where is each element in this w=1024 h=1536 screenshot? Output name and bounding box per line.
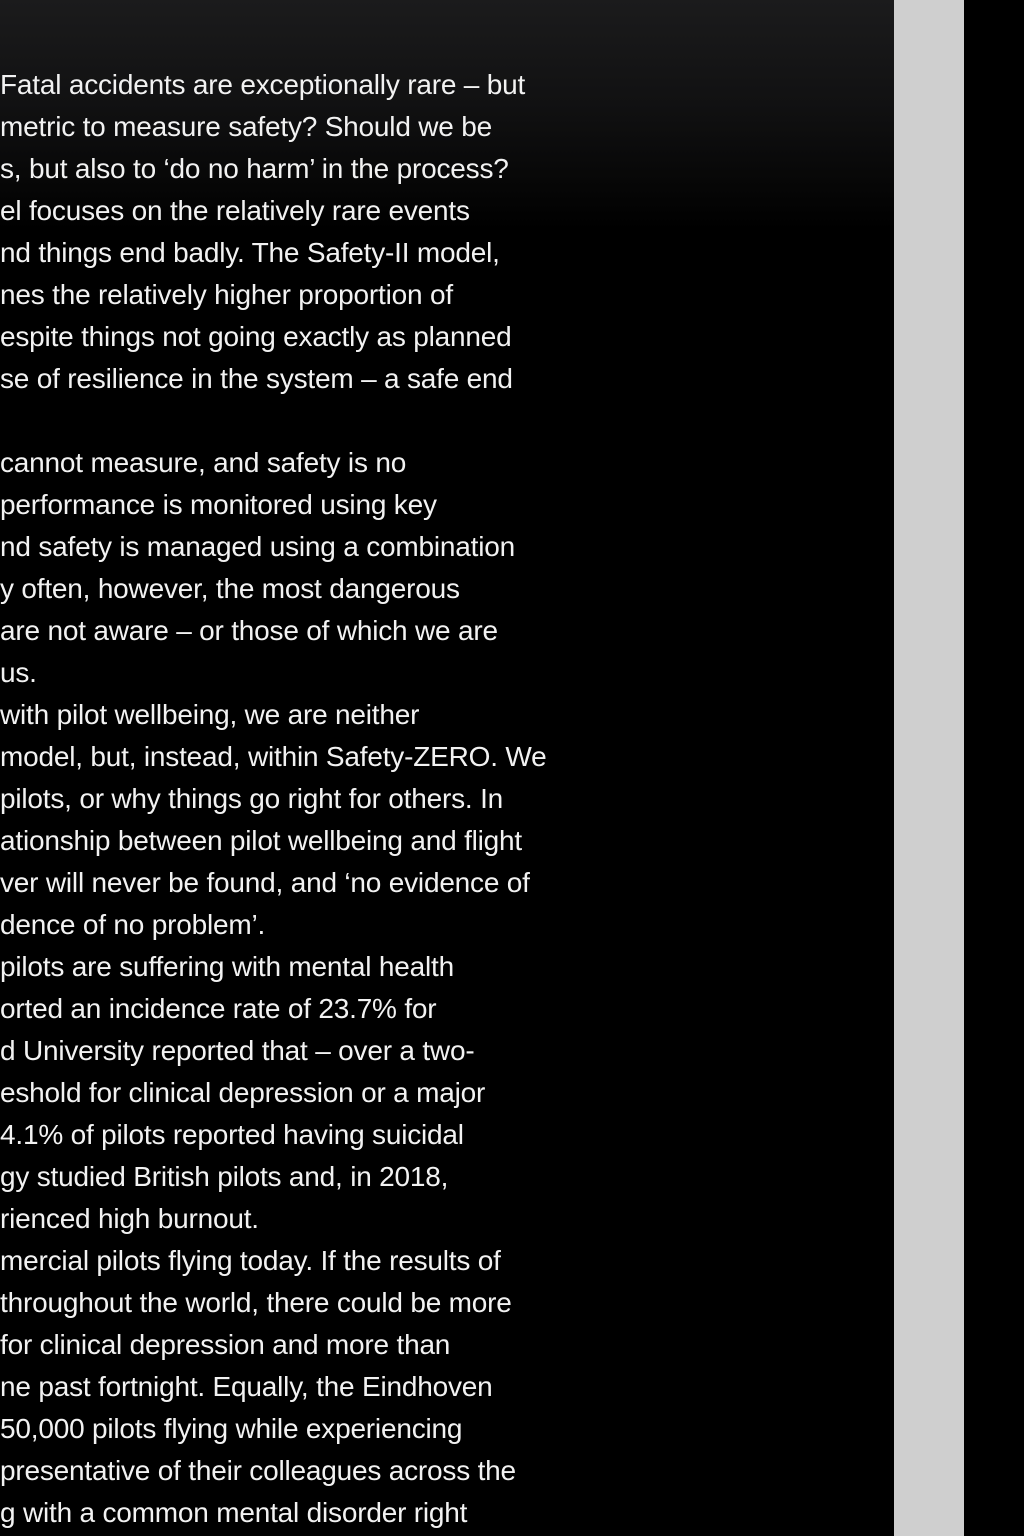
text-line: pilots, or why things go right for others. In — [0, 783, 504, 814]
text-line: metric to measure safety? Should we be — [0, 111, 492, 142]
text-line: are not aware – or those of which we are — [0, 615, 498, 646]
text-line: g with a common mental disorder right — [0, 1497, 468, 1528]
text-line: s, but also to ‘do no harm’ in the process? — [0, 153, 509, 184]
text-line: ne past fortnight. Equally, the Eindhoven — [0, 1371, 493, 1402]
text-line: performance is monitored using key — [0, 489, 437, 520]
text-line: ver will never be found, and ‘no evidence of — [0, 867, 530, 898]
text-line: Fatal accidents are exceptionally rare – but — [0, 69, 526, 100]
text-line: throughout the world, there could be more — [0, 1287, 512, 1318]
text-line: gy studied British pilots and, in 2018, — [0, 1161, 449, 1192]
text-line: nes the relatively higher proportion of — [0, 279, 453, 310]
window-edge — [964, 0, 1024, 1536]
text-line: dence of no problem’. — [0, 909, 266, 940]
text-line: pilots are suffering with mental health — [0, 951, 454, 982]
text-line: us. — [0, 657, 37, 688]
text-line: el focuses on the relatively rare events — [0, 195, 470, 226]
text-line: for clinical depression and more than — [0, 1329, 451, 1360]
text-line: with pilot wellbeing, we are neither — [0, 699, 420, 730]
text-line: nd safety is managed using a combination — [0, 531, 515, 562]
text-line: y often, however, the most dangerous — [0, 573, 460, 604]
text-line: eshold for clinical depression or a major — [0, 1077, 486, 1108]
scrollbar-track[interactable] — [894, 0, 964, 1536]
text-line: rienced high burnout. — [0, 1203, 259, 1234]
text-line: 50,000 pilots flying while experiencing — [0, 1413, 463, 1444]
text-line: espite things not going exactly as planned — [0, 321, 512, 352]
text-line: 4.1% of pilots reported having suicidal — [0, 1119, 464, 1150]
text-line: cannot measure, and safety is no — [0, 447, 407, 478]
text-line: se of resilience in the system – a safe end — [0, 363, 513, 394]
text-line — [0, 400, 600, 442]
article-text — [0, 64, 600, 1534]
text-line: orted an incidence rate of 23.7% for — [0, 993, 437, 1024]
text-line: d University reported that – over a two- — [0, 1035, 475, 1066]
text-line: nd things end badly. The Safety-II model, — [0, 237, 500, 268]
text-line: model, but, instead, within Safety-ZERO. We — [0, 741, 547, 772]
text-line: mercial pilots flying today. If the results of — [0, 1245, 501, 1276]
text-line: presentative of their colleagues across the — [0, 1455, 516, 1486]
text-line: ationship between pilot wellbeing and flight — [0, 825, 523, 856]
